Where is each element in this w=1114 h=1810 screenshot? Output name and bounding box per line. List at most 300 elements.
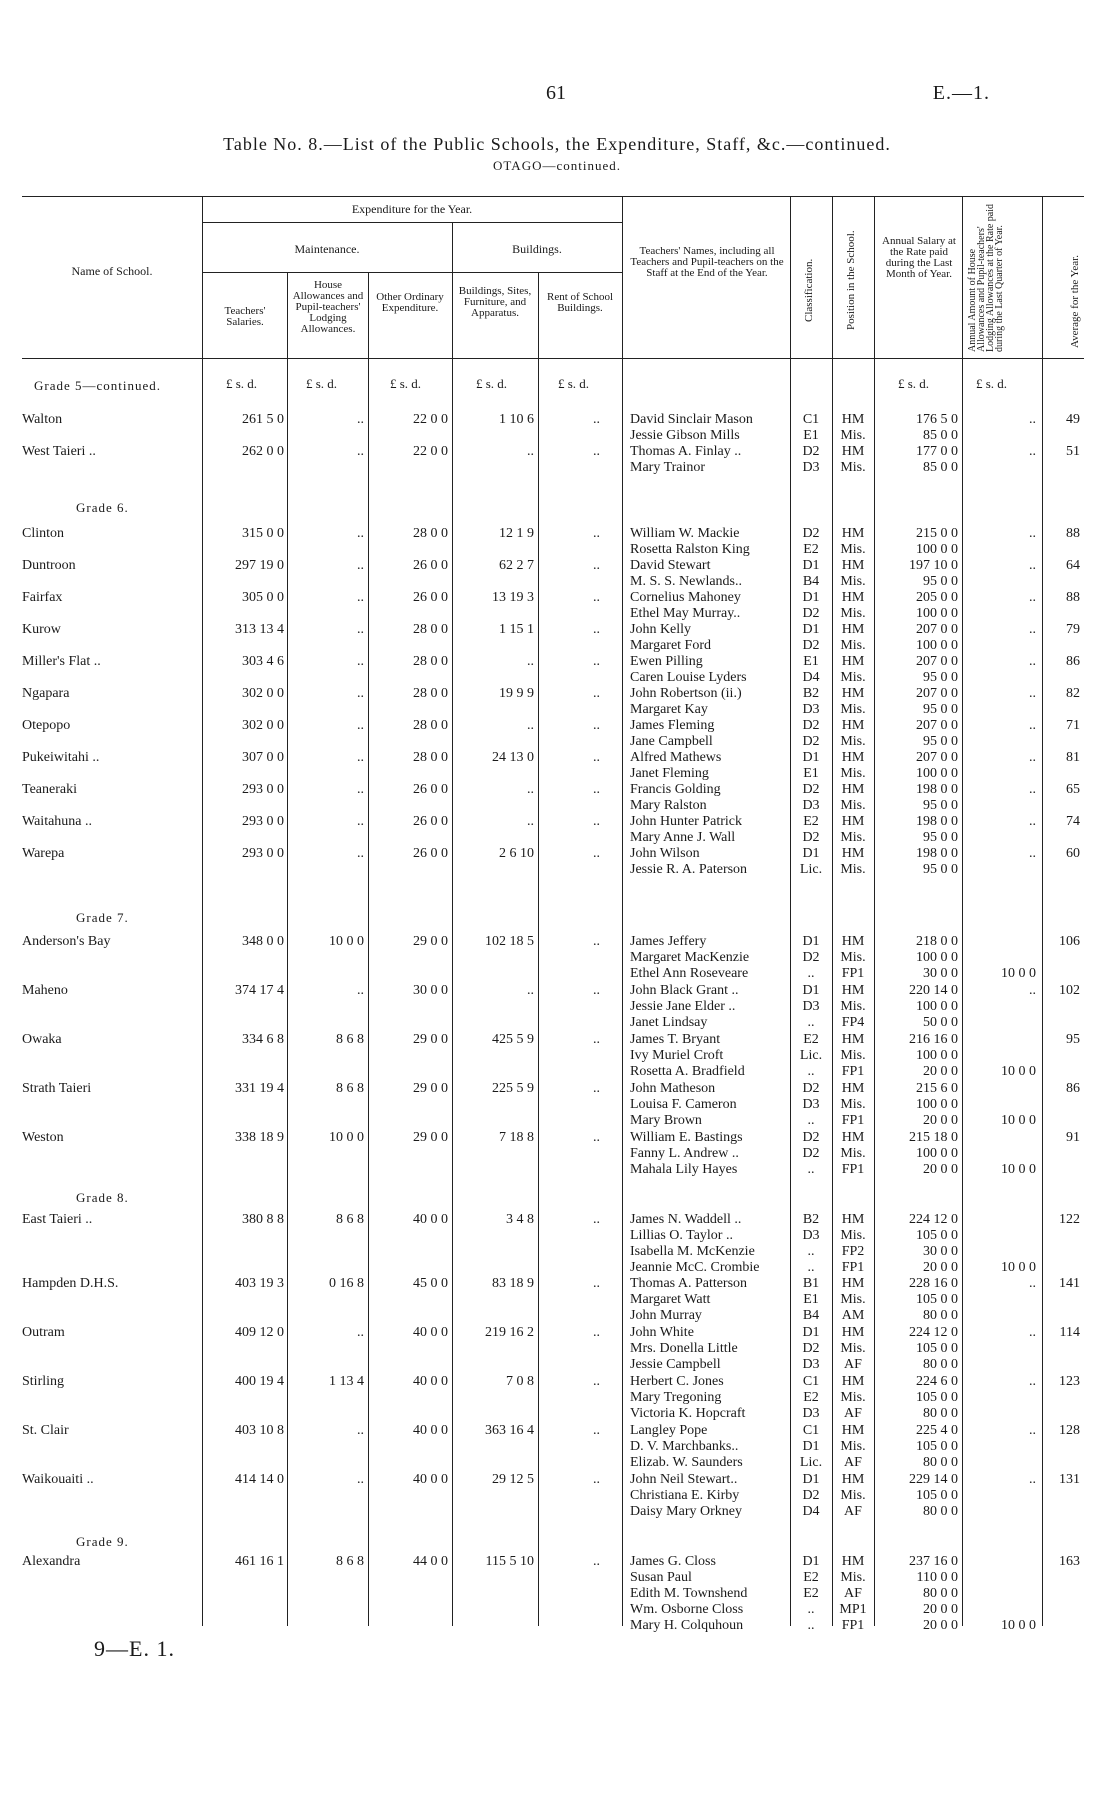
- annual-salary-value: 197 10 0: [909, 558, 958, 573]
- teacher-name: Louisa F. Cameron: [630, 1097, 737, 1112]
- buildings-value: 29 12 5: [492, 1472, 534, 1487]
- average-value: 82: [1066, 686, 1080, 701]
- classification-value: D2: [802, 718, 820, 733]
- buildings-value: ..: [527, 444, 534, 459]
- house-allowances-value: ..: [357, 526, 364, 541]
- classification-value: D1: [802, 934, 820, 949]
- teacher-name: Ethel May Murray..: [630, 606, 741, 621]
- teacher-name: Margaret Kay: [630, 702, 708, 717]
- annual-salary-value: 224 12 0: [909, 1212, 958, 1227]
- rent-value: ..: [593, 1130, 600, 1145]
- position-header: Position in the School.: [845, 230, 857, 330]
- classification-value: D2: [802, 830, 820, 845]
- school-name: Ngapara: [22, 686, 70, 701]
- annual-salary-value: 100 0 0: [916, 1097, 958, 1112]
- average-value: 86: [1066, 1081, 1080, 1096]
- annual-house-value: 10 0 0: [1001, 1162, 1036, 1177]
- col-divider: [622, 196, 623, 1626]
- buildings-value: ..: [527, 718, 534, 733]
- buildings-value: ..: [527, 782, 534, 797]
- position-value: Mis.: [840, 702, 866, 717]
- buildings-rule: [452, 272, 622, 273]
- annual-house-value: 10 0 0: [1001, 966, 1036, 981]
- teachers-salaries-value: 461 16 1: [235, 1554, 284, 1569]
- maintenance-rule: [202, 272, 452, 273]
- rent-value: ..: [593, 558, 600, 573]
- annual-salary-value: 100 0 0: [916, 999, 958, 1014]
- annual-salary-value: 198 0 0: [916, 782, 958, 797]
- position-value: Mis.: [840, 574, 866, 589]
- buildings-value: 3 4 8: [506, 1212, 534, 1227]
- annual-house-value: 10 0 0: [1001, 1113, 1036, 1128]
- average-value: 65: [1066, 782, 1080, 797]
- annual-salary-value: 80 0 0: [923, 1455, 958, 1470]
- buildings-value: 7 18 8: [499, 1130, 534, 1145]
- annual-house-value: ..: [1029, 1276, 1036, 1291]
- teacher-name: Langley Pope: [630, 1423, 708, 1438]
- teacher-name: John White: [630, 1325, 694, 1340]
- buildings-value: 1 15 1: [499, 622, 534, 637]
- annual-salary-value: 80 0 0: [923, 1308, 958, 1323]
- annual-salary-value: 229 14 0: [909, 1472, 958, 1487]
- header-bottom-rule: [22, 358, 1084, 359]
- other-ordinary-value: 28 0 0: [413, 718, 448, 733]
- rent-value: ..: [593, 814, 600, 829]
- name-of-school-header: Name of School.: [71, 264, 153, 278]
- annual-salary-value: 198 0 0: [916, 846, 958, 861]
- position-value: MP1: [839, 1602, 867, 1617]
- school-name: Fairfax: [22, 590, 63, 605]
- house-allowances-value: ..: [357, 1423, 364, 1438]
- school-name: Waitahuna ..: [22, 814, 93, 829]
- classification-value: D1: [802, 558, 820, 573]
- page-number: 61: [546, 82, 566, 104]
- other-ordinary-value: 40 0 0: [413, 1212, 448, 1227]
- position-value: HM: [841, 590, 865, 605]
- unit-label: £ s. d.: [476, 376, 508, 391]
- classification-value: ..: [807, 1618, 815, 1633]
- teacher-name: Thomas A. Patterson: [630, 1276, 748, 1291]
- position-value: HM: [841, 983, 865, 998]
- teacher-name: Margaret Ford: [630, 638, 711, 653]
- col-divider: [538, 272, 539, 1626]
- teacher-name: Alfred Mathews: [630, 750, 722, 765]
- position-value: HM: [841, 1554, 865, 1569]
- classification-value: ..: [807, 1244, 815, 1259]
- classification-value: E2: [803, 1570, 819, 1585]
- annual-salary-value: 20 0 0: [923, 1064, 958, 1079]
- other-ordinary-value: 29 0 0: [413, 1081, 448, 1096]
- classification-value: E2: [803, 814, 819, 829]
- position-value: HM: [841, 814, 865, 829]
- rent-value: ..: [593, 1276, 600, 1291]
- position-value: FP1: [841, 1260, 865, 1275]
- annual-house-value: ..: [1029, 1472, 1036, 1487]
- school-name: Otepopo: [22, 718, 71, 733]
- average-value: 81: [1066, 750, 1080, 765]
- teacher-name: John Black Grant ..: [630, 983, 739, 998]
- classification-value: ..: [807, 966, 815, 981]
- teachers-salaries-value: 403 19 3: [235, 1276, 284, 1291]
- other-ordinary-value: 44 0 0: [413, 1554, 448, 1569]
- rent-value: ..: [593, 412, 600, 427]
- rent-value: ..: [593, 1374, 600, 1389]
- other-ordinary-value: 40 0 0: [413, 1472, 448, 1487]
- classification-value: D1: [802, 1554, 820, 1569]
- annual-salary-value: 110 0 0: [916, 1570, 958, 1585]
- grade-heading: Grade 7.: [76, 910, 129, 925]
- teacher-name: Elizab. W. Saunders: [630, 1455, 743, 1470]
- teacher-name: Ivy Muriel Croft: [630, 1048, 724, 1063]
- position-value: Mis.: [840, 830, 866, 845]
- page-reference: E.—1.: [932, 82, 990, 104]
- buildings-value: 83 18 9: [492, 1276, 534, 1291]
- average-value: 128: [1059, 1423, 1080, 1438]
- rent-header: Rent of School Buildings.: [547, 291, 613, 314]
- school-name: Warepa: [22, 846, 65, 861]
- average-value: 51: [1066, 444, 1080, 459]
- teacher-name: James Jeffery: [630, 934, 707, 949]
- classification-header: Classification.: [803, 258, 815, 322]
- classification-value: ..: [807, 1064, 815, 1079]
- classification-value: D2: [802, 1341, 820, 1356]
- col-divider: [287, 272, 288, 1626]
- position-value: Mis.: [840, 798, 866, 813]
- teachers-salaries-value: 400 19 4: [235, 1374, 284, 1389]
- col-divider: [368, 272, 369, 1626]
- teachers-salaries-value: 331 19 4: [235, 1081, 284, 1096]
- school-name: Hampden D.H.S.: [22, 1276, 119, 1291]
- annual-salary-value: 105 0 0: [916, 1228, 958, 1243]
- annual-salary-value: 30 0 0: [923, 1244, 958, 1259]
- annual-house-value: ..: [1029, 590, 1036, 605]
- buildings-value: 19 9 9: [499, 686, 534, 701]
- col-divider: [202, 196, 203, 1626]
- position-value: HM: [841, 654, 865, 669]
- annual-salary-value: 215 18 0: [909, 1130, 958, 1145]
- annual-salary-value: 207 0 0: [916, 718, 958, 733]
- page-footer: 9—E. 1.: [94, 1636, 175, 1661]
- table-subtitle: OTAGO—continued.: [493, 158, 621, 173]
- classification-value: C1: [802, 1374, 820, 1389]
- house-allowances-value: 1 13 4: [329, 1374, 364, 1389]
- classification-value: D3: [802, 798, 820, 813]
- annual-house-value: 10 0 0: [1001, 1260, 1036, 1275]
- annual-salary-value: 20 0 0: [923, 1602, 958, 1617]
- teacher-name: M. S. S. Newlands..: [630, 574, 743, 589]
- house-allowances-value: ..: [357, 814, 364, 829]
- classification-value: ..: [807, 1113, 815, 1128]
- annual-salary-value: 198 0 0: [916, 814, 958, 829]
- annual-house-value: ..: [1029, 654, 1036, 669]
- position-value: Mis.: [840, 638, 866, 653]
- position-value: HM: [841, 412, 865, 427]
- average-value: 131: [1059, 1472, 1080, 1487]
- annual-house-value: ..: [1029, 1325, 1036, 1340]
- teacher-name: Mary Tregoning: [630, 1390, 722, 1405]
- grade-heading: Grade 8.: [76, 1190, 129, 1205]
- teacher-name: Lillias O. Taylor ..: [630, 1228, 733, 1243]
- buildings-value: 1 10 6: [499, 412, 534, 427]
- house-allowances-header: House Allowances and Pupil-teachers' Lodging Allowances.: [292, 279, 364, 335]
- school-name: Waikouaiti ..: [22, 1472, 94, 1487]
- buildings-value: 425 5 9: [492, 1032, 534, 1047]
- annual-house-value: ..: [1029, 526, 1036, 541]
- teachers-salaries-value: 334 6 8: [242, 1032, 284, 1047]
- annual-salary-value: 215 0 0: [916, 526, 958, 541]
- position-value: FP1: [841, 966, 865, 981]
- teachers-salaries-value: 305 0 0: [242, 590, 284, 605]
- expenditure-rule: [202, 222, 622, 223]
- teacher-name: Francis Golding: [630, 782, 721, 797]
- teacher-name: John Matheson: [630, 1081, 716, 1096]
- teacher-name: Mary H. Colquhoun: [630, 1618, 744, 1633]
- position-value: Mis.: [840, 950, 866, 965]
- school-name: St. Clair: [22, 1423, 69, 1438]
- position-value: FP1: [841, 1113, 865, 1128]
- classification-value: B4: [802, 574, 820, 589]
- annual-house-value: ..: [1029, 444, 1036, 459]
- other-ordinary-value: 40 0 0: [413, 1423, 448, 1438]
- school-name: Strath Taieri: [22, 1081, 92, 1096]
- teacher-name: James T. Bryant: [630, 1032, 721, 1047]
- position-value: HM: [841, 750, 865, 765]
- teacher-name: Mrs. Donella Little: [630, 1341, 738, 1356]
- school-name: Walton: [22, 412, 63, 427]
- position-value: Mis.: [840, 1570, 866, 1585]
- classification-value: D3: [802, 1357, 820, 1372]
- position-value: FP4: [841, 1015, 865, 1030]
- teachers-salaries-value: 297 19 0: [235, 558, 284, 573]
- annual-salary-value: 100 0 0: [916, 1146, 958, 1161]
- teachers-salaries-value: 403 10 8: [235, 1423, 284, 1438]
- average-value: 141: [1059, 1276, 1080, 1291]
- annual-salary-value: 105 0 0: [916, 1488, 958, 1503]
- buildings-value: 115 5 10: [485, 1554, 534, 1569]
- average-value: 88: [1066, 526, 1080, 541]
- annual-salary-value: 105 0 0: [916, 1390, 958, 1405]
- annual-salary-value: 105 0 0: [916, 1439, 958, 1454]
- other-ordinary-value: 40 0 0: [413, 1374, 448, 1389]
- teacher-name: William W. Mackie: [630, 526, 740, 541]
- annual-salary-value: 100 0 0: [916, 950, 958, 965]
- classification-value: ..: [807, 1162, 815, 1177]
- rent-value: ..: [593, 1032, 600, 1047]
- teacher-name: Mary Ralston: [630, 798, 707, 813]
- rent-value: ..: [593, 1081, 600, 1096]
- house-allowances-value: ..: [357, 444, 364, 459]
- house-allowances-value: 8 6 8: [336, 1081, 364, 1096]
- house-allowances-value: ..: [357, 622, 364, 637]
- annual-salary-value: 20 0 0: [923, 1618, 958, 1633]
- teacher-name: Wm. Osborne Closs: [630, 1602, 744, 1617]
- annual-salary-value: 95 0 0: [923, 798, 958, 813]
- school-name: Clinton: [22, 526, 65, 541]
- average-value: 88: [1066, 590, 1080, 605]
- average-value: 91: [1066, 1130, 1080, 1145]
- school-name: Teaneraki: [22, 782, 77, 797]
- unit-label: £ s. d.: [898, 376, 930, 391]
- annual-salary-value: 220 14 0: [909, 983, 958, 998]
- buildings-value: 219 16 2: [485, 1325, 534, 1340]
- position-value: HM: [841, 444, 865, 459]
- teachers-salaries-value: 409 12 0: [235, 1325, 284, 1340]
- rent-value: ..: [593, 983, 600, 998]
- classification-value: E1: [803, 1292, 819, 1307]
- classification-value: D3: [802, 702, 820, 717]
- average-value: 163: [1059, 1554, 1080, 1569]
- annual-salary-value: 207 0 0: [916, 622, 958, 637]
- position-value: Mis.: [840, 606, 866, 621]
- classification-value: E1: [803, 428, 819, 443]
- position-value: HM: [841, 934, 865, 949]
- teachers-salaries-value: 303 4 6: [242, 654, 284, 669]
- other-ordinary-value: 26 0 0: [413, 590, 448, 605]
- school-name: Stirling: [22, 1374, 65, 1389]
- classification-value: D2: [802, 950, 820, 965]
- annual-salary-value: 100 0 0: [916, 542, 958, 557]
- classification-value: ..: [807, 1602, 815, 1617]
- annual-salary-value: 207 0 0: [916, 654, 958, 669]
- annual-house-value: ..: [1029, 846, 1036, 861]
- rent-value: ..: [593, 444, 600, 459]
- classification-value: D2: [802, 1081, 820, 1096]
- annual-salary-value: 105 0 0: [916, 1341, 958, 1356]
- position-value: Mis.: [840, 1048, 866, 1063]
- teacher-name: Janet Fleming: [630, 766, 709, 781]
- header-top-rule: [22, 196, 1084, 197]
- other-ordinary-value: 22 0 0: [413, 412, 448, 427]
- classification-value: D1: [802, 846, 820, 861]
- school-name: West Taieri ..: [22, 444, 96, 459]
- teacher-name: Margaret MacKenzie: [630, 950, 750, 965]
- house-allowances-value: ..: [357, 782, 364, 797]
- teacher-name: John Neil Stewart..: [630, 1472, 738, 1487]
- page-header: [0, 82, 1114, 112]
- position-value: FP1: [841, 1162, 865, 1177]
- other-ordinary-value: 22 0 0: [413, 444, 448, 459]
- position-value: HM: [841, 1032, 865, 1047]
- position-value: AF: [844, 1586, 862, 1601]
- unit-label: £ s. d.: [976, 376, 1008, 391]
- classification-value: B2: [802, 686, 820, 701]
- annual-house-value: ..: [1029, 622, 1036, 637]
- position-value: Mis.: [840, 1228, 866, 1243]
- classification-value: D1: [802, 622, 820, 637]
- position-value: Mis.: [840, 670, 866, 685]
- teachers-salaries-value: 307 0 0: [242, 750, 284, 765]
- classification-value: D1: [802, 1439, 820, 1454]
- annual-salary-value: 100 0 0: [916, 638, 958, 653]
- position-value: HM: [841, 782, 865, 797]
- grade-heading: Grade 6.: [76, 500, 129, 515]
- position-value: Mis.: [840, 1097, 866, 1112]
- teacher-name: William E. Bastings: [630, 1130, 743, 1145]
- annual-salary-value: 85 0 0: [923, 428, 958, 443]
- annual-salary-value: 228 16 0: [909, 1276, 958, 1291]
- classification-value: C1: [802, 1423, 820, 1438]
- annual-house-value: ..: [1029, 686, 1036, 701]
- teacher-name: Caren Louise Lyders: [630, 670, 747, 685]
- teacher-name: Cornelius Mahoney: [630, 590, 741, 605]
- rent-value: ..: [593, 526, 600, 541]
- teacher-name: Rosetta Ralston King: [630, 542, 750, 557]
- house-allowances-value: ..: [357, 412, 364, 427]
- position-value: HM: [841, 1423, 865, 1438]
- school-name: Alexandra: [22, 1554, 81, 1569]
- teacher-name: James Fleming: [630, 718, 715, 733]
- teachers-salaries-value: 262 0 0: [242, 444, 284, 459]
- buildings-value: 12 1 9: [499, 526, 534, 541]
- annual-house-value: 10 0 0: [1001, 1618, 1036, 1633]
- buildings-value: 7 0 8: [506, 1374, 534, 1389]
- position-value: HM: [841, 526, 865, 541]
- teacher-name: Jane Campbell: [630, 734, 713, 749]
- annual-house-value: ..: [1029, 782, 1036, 797]
- annual-salary-value: 80 0 0: [923, 1406, 958, 1421]
- rent-value: ..: [593, 1212, 600, 1227]
- school-name: Outram: [22, 1325, 65, 1340]
- teacher-name: Daisy Mary Orkney: [630, 1504, 742, 1519]
- school-name: Anderson's Bay: [22, 934, 111, 949]
- classification-value: D3: [802, 1097, 820, 1112]
- annual-salary-value: 237 16 0: [909, 1554, 958, 1569]
- rent-value: ..: [593, 934, 600, 949]
- buildings-value: 24 13 0: [492, 750, 534, 765]
- teachers-salaries-value: 261 5 0: [242, 412, 284, 427]
- classification-value: Lic.: [799, 1048, 823, 1063]
- classification-value: D3: [802, 1228, 820, 1243]
- teacher-name: John Robertson (ii.): [630, 686, 742, 701]
- buildings-value: 2 6 10: [499, 846, 534, 861]
- position-value: Mis.: [840, 1146, 866, 1161]
- teachers-salaries-value: 293 0 0: [242, 782, 284, 797]
- position-value: AF: [844, 1455, 862, 1470]
- rent-value: ..: [593, 1472, 600, 1487]
- rent-value: ..: [593, 622, 600, 637]
- annual-salary-value: 80 0 0: [923, 1504, 958, 1519]
- other-ordinary-value: 26 0 0: [413, 814, 448, 829]
- position-value: HM: [841, 1374, 865, 1389]
- position-value: HM: [841, 718, 865, 733]
- other-ordinary-value: 26 0 0: [413, 782, 448, 797]
- classification-value: D2: [802, 734, 820, 749]
- rent-value: ..: [593, 1325, 600, 1340]
- classification-value: D2: [802, 606, 820, 621]
- annual-salary-value: 95 0 0: [923, 734, 958, 749]
- position-value: AF: [844, 1406, 862, 1421]
- table-title: Table No. 8.—List of the Public Schools, the Expenditure, Staff, &c.—continued.: [223, 134, 891, 154]
- teacher-name: D. V. Marchbanks..: [630, 1439, 739, 1454]
- other-ordinary-value: 29 0 0: [413, 1032, 448, 1047]
- classification-value: E2: [803, 1390, 819, 1405]
- other-ordinary-value: 28 0 0: [413, 686, 448, 701]
- teacher-name: Christiana E. Kirby: [630, 1488, 740, 1503]
- other-ordinary-header: Other Ordinary Expenditure.: [376, 291, 444, 314]
- rent-value: ..: [593, 686, 600, 701]
- house-allowances-value: 8 6 8: [336, 1554, 364, 1569]
- teacher-name: Jessie R. A. Paterson: [630, 862, 748, 877]
- col-divider: [1042, 196, 1043, 1626]
- other-ordinary-value: 28 0 0: [413, 654, 448, 669]
- position-value: HM: [841, 1276, 865, 1291]
- teachers-salaries-value: 293 0 0: [242, 814, 284, 829]
- teachers-salaries-value: 380 8 8: [242, 1212, 284, 1227]
- classification-value: D2: [802, 526, 820, 541]
- position-value: Mis.: [840, 766, 866, 781]
- average-value: 64: [1066, 558, 1080, 573]
- teacher-name: John Murray: [630, 1308, 702, 1323]
